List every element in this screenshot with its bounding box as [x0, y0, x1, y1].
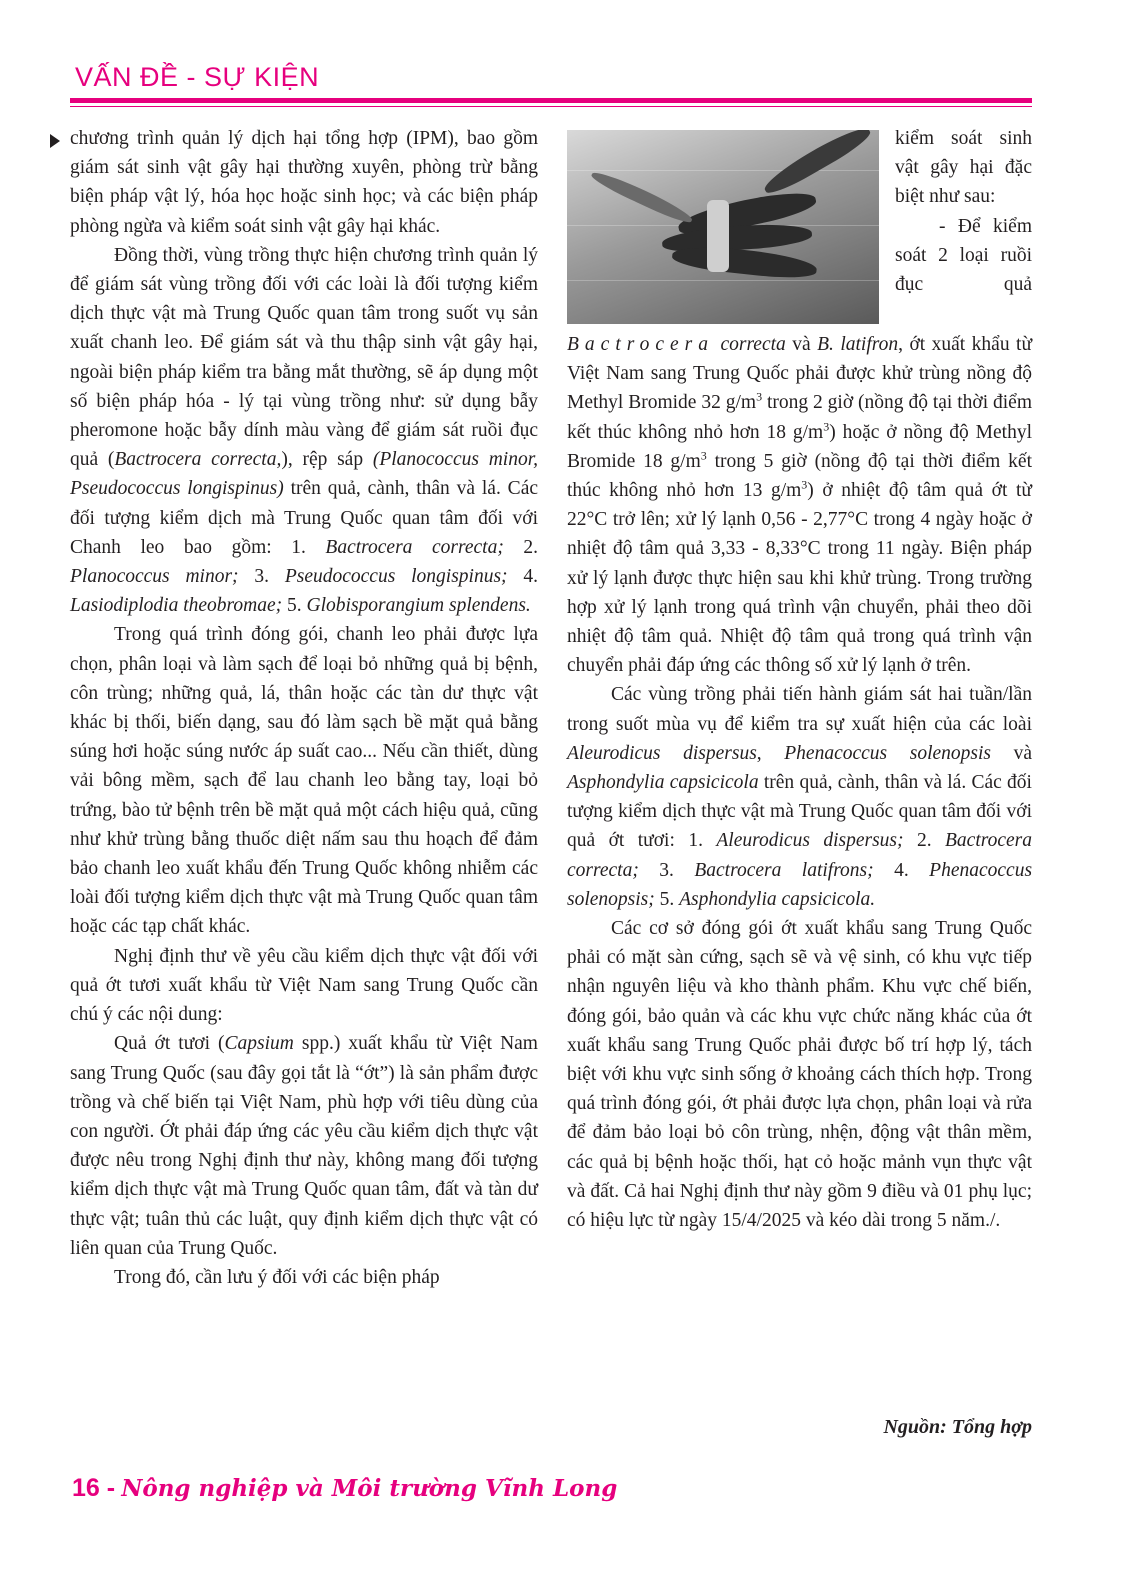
text-run: Trong quá trình đóng gói, chanh leo phải được lựa chọn, phân loại và làm sạch để loại bỏ những quả bị bệnh, côn trùng; những quả, lá, thân hoặc các tàn dư thực vật khác bị thối, biến dạng, sau đó làm sạch bề mặt quả bằng súng hơi hoặc súng nước áp suất cao... Nếu cần thiết, dùng vải bông mềm, sạch để lau chanh leo bằng tay, loại bỏ trứng, bào tử bệnh trên bề mặt quả một cách hiệu quả, cũng như khử trùng bằng thuốc diệt nấm sau thu hoạch để đảm bảo chanh leo xuất khẩu đến Trung Quốc không nhiễm các loài đối tượng kiểm dịch thực vật mà Trung Quốc quan tâm hoặc các tạp chất khác. — [70, 624, 538, 938]
text-run: trên quả, cành, thân và lá. Các đối tượng kiểm dịch mà Trung Quốc quan tâm đối với Chanh leo bao gồm: 1. — [70, 478, 538, 558]
header-rule-thin — [70, 106, 1032, 107]
italic-text: Capsium — [224, 1033, 294, 1055]
text-run: Trong đó, cần lưu ý đối với các biện pháp — [114, 1266, 440, 1288]
text-run: ), rệp sáp — [281, 449, 373, 471]
paragraph — [70, 124, 538, 241]
text-run: 3 — [823, 419, 830, 434]
right-column — [567, 124, 1032, 1235]
italic-text: Lasiodiplodia theobromae; — [70, 595, 283, 617]
chili-peppers-photo — [567, 130, 879, 324]
text-run: 3 — [756, 389, 763, 404]
text-run: và — [785, 334, 818, 355]
italic-text: Bactrocera — [567, 334, 714, 355]
italic-text: Bactrocera latifrons; — [694, 859, 874, 881]
italic-text: Pseudococcus longispinus; — [284, 566, 508, 588]
italic-text: Bactrocera correcta; — [325, 536, 504, 558]
paragraph — [567, 680, 1032, 914]
italic-text: Bactrocera correcta; — [567, 830, 1033, 881]
text-run: 5. — [654, 888, 680, 910]
source-credit: Nguồn: Tổng hợp — [883, 1416, 1032, 1438]
paragraph — [70, 1263, 538, 1292]
italic-text: Aleurodicus dispersus — [567, 742, 757, 764]
paragraph — [70, 1029, 538, 1263]
text-run: 3. — [638, 859, 695, 881]
header-rule-thick — [70, 98, 1032, 103]
text-run: chương trình quản lý dịch hại tổng hợp (IPM), bao gồm giám sát sinh vật gây hại thường xuyên, phòng trừ bằng biện pháp vật lý, hóa học hoặc sinh học; và các biện pháp phòng ngừa và kiểm soát sinh vật gây hại khác. — [70, 128, 538, 237]
left-column — [70, 124, 538, 1292]
text-run: kiểm soát sinh vật gây hại đặc biệt như sau: — [895, 128, 1032, 208]
text-run: 4. — [873, 859, 930, 881]
section-title: VẤN ĐỀ - SỰ KIỆN — [75, 62, 320, 92]
text-run: trong 2 giờ (nồng độ tại thời điểm kết thúc không nhỏ hơn 18 g/m — [567, 392, 1033, 443]
text-run: 2. — [503, 536, 538, 558]
text-run: Các cơ sở đóng gói ớt xuất khẩu sang Trung Quốc phải có mặt sàn cứng, sạch sẽ và vệ sinh, có khu vực tiếp nhận nguyên liệu và kho thành phẩm. Khu vực chế biến, đóng gói, bảo quản và các khu vực chức năng khác của ớt xuất khẩu sang Trung Quốc phải được bố trí hợp lý, tách biệt với khu vực sinh sống ở khoảng cách thích hợp. Trong quá trình đóng gói, ớt phải được lựa chọn, phân loại và rửa để đảm bảo loại bỏ côn trùng, nhện, động vật thân mềm, các quả bị bệnh hoặc thối, hạt cỏ hoặc mảnh vụn thực vật và đất. Cả hai Nghị định thư này gồm 9 điều và 01 phụ lục; có hiệu lực từ ngày 15/4/2025 và kéo dài trong 5 năm./. — [567, 918, 1032, 1232]
italic-text: Aleurodicus dispersus; — [716, 830, 904, 852]
text-run: Đồng thời, vùng trồng thực hiện chương trình quản lý để giám sát vùng trồng đối với các loài là đối tượng kiểm dịch thực vật mà Trung Quốc quan tâm trong suốt vụ sản xuất chanh leo. Để giám sát và thu thập sinh vật gây hại, ngoài biện pháp kiểm tra bằng mắt thường, sẽ áp dụng một số biện pháp hóa - lý tại vùng trồng như: sử dụng bẫy pheromone hoặc bẫy dính màu vàng để giám sát ruồi đục quả ( — [70, 244, 538, 471]
italic-text: Planococcus minor; — [70, 566, 239, 588]
text-run: spp.) xuất khẩu từ Việt Nam sang Trung Quốc (sau đây gọi tắt là “ớt”) là sản phẩm được trồng và chế biến tại Việt Nam, phù hợp với tiêu dùng của con người. Ớt phải đáp ứng các yêu cầu kiểm dịch thực vật được nêu trong Nghị định thư này, không mang đối tượng kiểm dịch thực vật mà Trung Quốc quan tâm, đất và tàn dư thực vật; tuân thủ các luật, quy định kiểm dịch thực vật có liên quan của Trung Quốc. — [70, 1033, 538, 1259]
italic-text: Bactrocera correcta, — [114, 449, 282, 471]
text-run: trong 5 giờ (nồng độ tại thời điểm kết thúc không nhỏ hơn 13 g/m — [567, 450, 1032, 502]
text-run: Nghị định thư về yêu cầu kiểm dịch thực vật đối với quả ớt tươi xuất khẩu từ Việt Nam sang Trung Quốc cần chú ý các nội dung: — [70, 945, 538, 1026]
magazine-name: Nông nghiệp và Môi trường Vĩnh Long — [121, 1475, 618, 1502]
text-run: trên quả, cành, thân và lá. Các đối tượng kiểm dịch thực vật mà Trung Quốc quan tâm đối với quả ớt tươi: 1. — [567, 772, 1032, 852]
italic-text: Asphondylia capsicicola. — [679, 888, 876, 910]
italic-text: Phenacoccus solenopsis — [784, 742, 991, 764]
page-footer — [72, 1474, 617, 1503]
text-run: 2. — [903, 830, 946, 852]
text-run: 3 — [801, 477, 808, 492]
italic-text: Globisporangium splendens. — [306, 595, 531, 617]
paragraph — [70, 241, 538, 621]
paragraph — [567, 914, 1032, 1235]
text-run: , ớt xuất khẩu từ Việt Nam sang Trung Quốc phải được khử trùng nồng độ Methyl Bromide 32 g/m — [567, 334, 1033, 414]
text-run: 4. — [507, 566, 538, 588]
text-run: 3. — [238, 566, 285, 588]
italic-text: Phenacoccus solenopsis; — [567, 859, 1033, 910]
text-run: Quả ớt tươi ( — [114, 1033, 225, 1055]
italic-text: B. latifron — [817, 334, 899, 355]
paragraph — [70, 942, 538, 1030]
italic-text: correcta — [720, 334, 786, 355]
text-run: 5. — [282, 595, 307, 617]
text-run: và — [991, 742, 1032, 764]
text-run: - Để kiểm soát 2 loại ruồi đục quả — [895, 215, 1032, 296]
text-run: Các vùng trồng phải tiến hành giám sát hai tuần/lần trong suốt mùa vụ để kiểm tra sự xuất hiện của các loài — [567, 684, 1032, 735]
text-run: ) hoặc ở nồng độ Methyl Bromide 18 g/m — [567, 421, 1032, 472]
italic-text: Asphondylia capsicicola — [567, 772, 759, 794]
text-run: , — [756, 742, 785, 764]
paragraph — [70, 620, 538, 941]
page-number: 16 - — [72, 1474, 116, 1502]
text-run: ) ở nhiệt độ tâm quả ớt từ 22°C trở lên; xử lý lạnh 0,56 - 2,77°C trong 4 ngày hoặc ở nhiệt độ tâm quả 3,33 - 8,33°C trong 11 ngày. Biện pháp xử lý lạnh được thực hiện sau khi khử trùng. Trong trường hợp xử lý lạnh trong quá trình vận chuyển, phải theo dõi nhiệt độ tâm quả. Nhiệt độ tâm quả trong quá trình vận chuyển phải đáp ứng các thông số xử lý lạnh ở trên. — [567, 480, 1032, 677]
text-run: 3 — [700, 448, 707, 463]
continuation-arrow-icon — [50, 134, 60, 148]
italic-text: (Planococcus minor, Pseudococcus longispinus) — [70, 449, 538, 500]
